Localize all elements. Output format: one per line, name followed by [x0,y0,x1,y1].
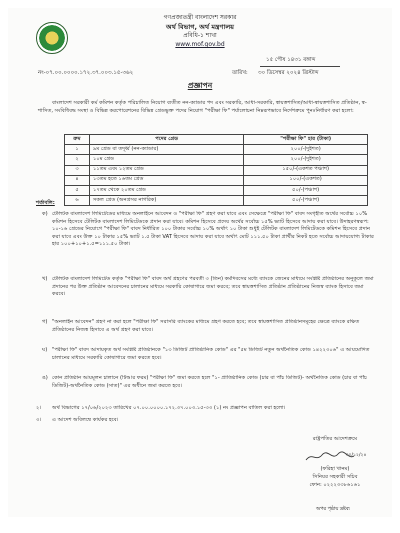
clause-text: অর্থ বিভাগের ১৭/০৬/২০২৩ তারিখের ০৭.০০.০০০০.১৭২.৩৭.০০৩.১৫-৩৩ (১) নং প্রজ্ঞাপন বাতিল করা হলো। [52,405,286,411]
table-row [65,165,368,175]
cell-grade: ১৭তম থেকে ২০তম গ্রেড [90,185,244,195]
cell-fee: ১০০/-(একশত) [244,175,368,185]
cell-serial: ২ [65,155,90,165]
cell-grade: ৯ম গ্রেড বা তদূর্ধ্ব (নন-ক্যাডার) [90,145,244,155]
cell-grade: ১১তম এবং ১২তম গ্রেড [90,165,244,175]
cell-fee: ৫০/-(পঞ্চাশ) [244,185,368,195]
cell-fee: ২০০/-(দুইশত) [244,155,368,165]
condition-text: কোন প্রতিষ্ঠান আয়মূলন চালানে (টিআর ফরম) "পরীক্ষা ফি" জমা করতে হলে "১- প্রাতিষ্ঠানিক কোড (চার বা পাঁচ ডিজিট)- অর্থনৈতিক কোড (চার বা পাঁচ ডিজিট)-অর্থনৈতিক কোড (সাত)" এর অধীনে জমা করতে হবে। [52,375,367,389]
table-row [65,196,368,206]
condition-text: "অনলাইন আবেদন" গ্রহণ না করা হলে "পরীক্ষা ফি" সরাসরি ব্যাংকের মাধ্যমে গ্রহণ করতে হবে; তবে স্বায়ত্তশাসিত প্রতিষ্ঠানসমূহের ক্ষেত্রে ব্যাংকে রক্ষিত প্রতিষ্ঠানের নিজস্ব হিসাবে এ অর্থ গ্রহণ করা যাবে। [52,319,360,333]
govt-name: গণপ্রজাতন্ত্রী বাংলাদেশ সরকার [163,14,237,21]
conditions-heading: শর্তাবলি: [36,200,55,206]
cell-serial: ৫ [65,185,90,195]
date-divider [260,66,340,67]
date-bangla: ১৫ পৌষ ১৪৩১ বঙ্গাব্দ [266,57,316,63]
cell-grade: সকল গ্রেড (অনগ্রসর নাগরিক) [90,196,244,206]
condition-mark: খ) [42,276,48,282]
condition-mark: ঘ) [42,347,48,353]
cell-serial: ৪ [65,175,90,185]
table-row [65,185,368,195]
cell-serial: ৬ [65,196,90,206]
cell-fee: ২০০/-(দুইশত) [244,145,368,155]
clause-text: এ আদেশ অবিলম্বে কার্যকর হবে। [52,417,119,423]
intro-paragraph: বাংলাদেশ সরকারী কর্ম কমিশন কর্তৃক পরিচালিত নিয়োগ ব্যতীত নন-ক্যাডার পদ এবং সরকারি, আধা-সরকারি, স্বায়ত্তশাসিত/আধা-স্বায়ত্তশাসিত প্রতিষ্ঠান, স্ব-শাসিত, সংবিধিবদ্ধ সংস্থা ও বিভিন্ন করপোরেশনের বিভিন্ন গ্রেডভুক্ত পদের নিয়োগ "পরীক্ষা ফি" পর্যালোচনা নিম্নরূপভাবে নির্দেশক্রমে পুনঃনির্ধারণ করা হলো: [38,100,367,114]
cell-fee: ৫০/-(পঞ্চাশ) [244,196,368,206]
table-row [65,175,368,185]
fee-table [64,134,368,206]
condition-mark: ক) [42,211,48,217]
col-fee: "পরীক্ষা ফি" হার (টাকা) [244,135,368,145]
date-english: ৩০ ডিসেম্বর ২০২৪ খ্রিস্টাব্দ [258,70,319,76]
cell-grade: ১০ম গ্রেড [90,155,244,165]
table-header-row [65,135,368,145]
table-row [65,155,368,165]
document-title: প্রজ্ঞাপন [187,81,213,90]
memo-number: নং-০৭.০০.০০০০.১৭২.৩৭.০০৩.১৫-৩৬২ [38,70,134,76]
date-label: তারিখ: [232,70,248,76]
cell-serial: ৩ [65,165,90,175]
col-grade: পদের গ্রেড [90,135,244,145]
branch-name: প্রবিধি-১ শাখা [183,32,217,39]
cell-fee: ১৫০/-(একশত পঞ্চাশ) [244,165,368,175]
signatory-name: (ফরিহা খানম) [320,466,350,472]
signatory-designation: সিনিয়র সহকারী সচিব [312,474,358,480]
document-page [8,8,392,517]
footer-note: অপর পৃষ্ঠায় দ্রষ্টব্য [316,507,350,512]
condition-mark: গ) [42,319,48,325]
signatory-phone: ফোন: ০২২২৩৩৮৬১৬১ [309,482,361,488]
clause-mark: ৩। [36,417,42,423]
condition-text: টেলিটক বাংলাদেশ লিমিটেড কর্তৃক "পরীক্ষা ফি" বাবদ অর্থ গ্রহণের পরবর্তী ৩ (তিন) কর্মদিবসের মধ্যে ব্যাংকে জেনের মাধ্যমে সংশ্লিষ্ট প্রতিষ্ঠানের অনুকূলে জমা প্রদানের পর উক্ত প্রতিষ্ঠান আবেদনের চালানের মাধ্যমে সরকারি কোষাগারে জমা করবে; তবে স্বায়ত্তশাসিত প্রতিষ্ঠান প্রতিষ্ঠানের নিজস্ব ব্যাংক হিসাবে জমা করবে। [52,276,374,298]
website-link[interactable]: www.mof.gov.bd [175,41,225,48]
condition-mark: ঙ) [42,375,48,381]
col-serial: ক্রম [65,135,90,145]
condition-text: "পরীক্ষা ফি" বাবদ আদায়কৃত অর্থ সংশ্লিষ্ট প্রতিষ্ঠানকে "১৩ ডিজিট প্রাতিষ্ঠানিক কোড" এর "৫ম ডিজিট নতুন অর্থনৈতিক কোড ১৪২২৩০৬" এ আয়মোদিত চালানের মাধ্যমে সরকারি কোষাগারে জমা করতে হবে। [52,347,370,361]
clause-mark: ২। [36,405,42,411]
cell-grade: ১৩তম হতে ১৬তম গ্রেড [90,175,244,185]
table-row [65,145,368,155]
condition-text: টেলিটক বাংলাদেশ লিমিটেডের মাধ্যমে অনলাইনে আবেদন ও "পরীক্ষা ফি" গ্রহণ করা যাবে এবং সেক্ষেত্রে "পরীক্ষা ফি" বাবদ সংগৃহীত অর্থের সর্বোচ্চ ১০% কমিশন হিসেবে টেলিটক বাংলাদেশ লিমিটেডকে প্রদান করা যাবে। কমিশন হিসেবে প্রদেয় অর্থের সর্বোচ্চ ১৫% ভ্যাট হিসেবে আদায় করা যাবে। উদাহরণস্বরূপ: ১০-১৬ গ্রেডের নিয়োগে "পরীক্ষা ফি" বাবদ নির্ধারিত ১০০ টাকার সর্বোচ্চ ১০% অর্থাৎ ১০ টাকা শুধুই টেলিটক বাংলাদেশ লিমিটেডকে কমিশন হিসেবে প্রদান করা যাবে এবং উক্ত ১০ টাকার ১৫% ভ্যাট ১.৫ টাকা VAT হিসেবে আদায় করা যাবে অর্থাৎ মোট ১১১.৫০ টাকা প্রার্থীর নিকট হতে সর্বোচ্চ আদায়যোগ্য টাকার হার ১০০+১০+১.৫=১১১.৫০ টাকা। [52,211,374,248]
cell-serial: ১ [65,145,90,155]
ministry-name: অর্থ বিভাগ, অর্থ মন্ত্রণালয় [165,23,234,31]
signature-date: ৩০/১২/২৪ [345,453,367,458]
order-by: রাষ্ট্রপতির আদেশক্রমে [312,436,358,442]
